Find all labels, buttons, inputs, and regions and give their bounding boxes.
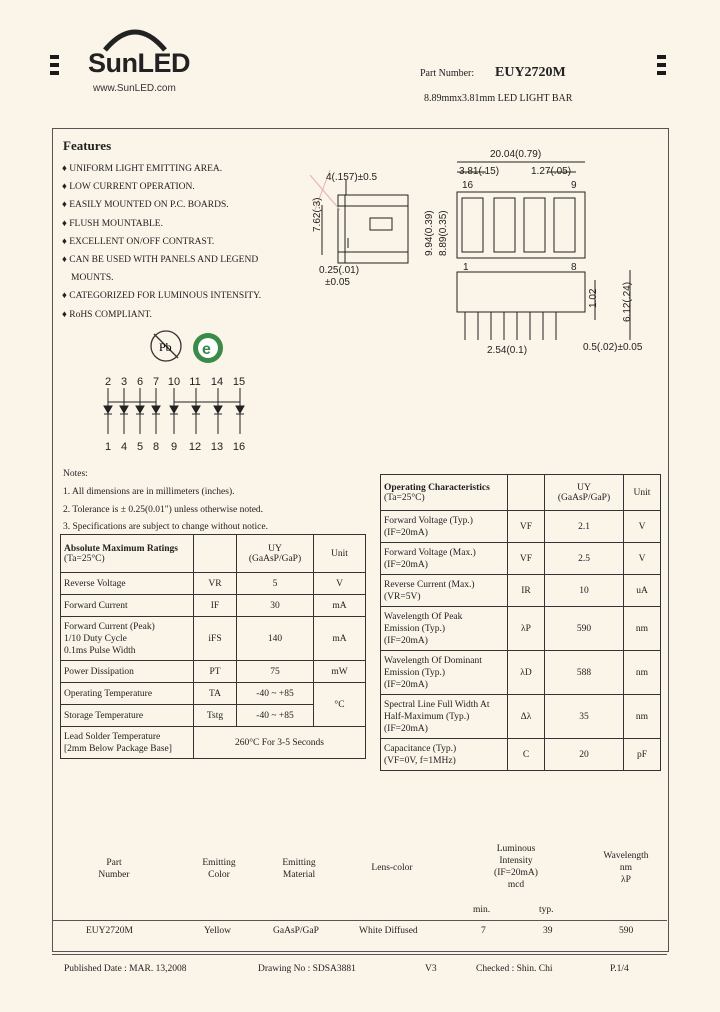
feature-item: ♦ FLUSH MOUNTABLE. (62, 218, 163, 229)
table-cell: nm (624, 607, 661, 651)
dim-side-tol: ±0.05 (325, 277, 350, 288)
table-cell: C (508, 739, 545, 771)
pb-free-icon (148, 328, 184, 364)
table-cell: °C (314, 683, 366, 727)
pb-text: Pb (159, 340, 172, 354)
table-cell: 590 (545, 607, 624, 651)
pin-labels-bottom (100, 437, 250, 455)
pin-label: 12 (188, 441, 202, 453)
rohs-e-icon (190, 330, 226, 366)
corner-marks-left (50, 55, 62, 75)
pin-label: 11 (189, 376, 201, 388)
feature-item: ♦ EASILY MOUNTED ON P.C. BOARDS. (62, 200, 229, 211)
table-cell: 5 (237, 573, 314, 595)
table-cell: mA (314, 617, 366, 661)
sel-cell-part: EUY2720M (86, 926, 133, 936)
table-cell: IR (508, 575, 545, 607)
table-cell: Wavelength Of Dominant Emission (Typ.) (IF=20mA) (381, 651, 508, 695)
abs-max-title-cell: Absolute Maximum Ratings (Ta=25°C) (61, 535, 194, 573)
footer-rule (52, 954, 667, 955)
table-cell: Δλ (508, 695, 545, 739)
brand-url: www.SunLED.com (93, 83, 176, 94)
feature-item: ♦ EXCELLENT ON/OFF CONTRAST. (62, 236, 215, 247)
table-cell: TA (194, 683, 237, 705)
part-number: EUY2720M (495, 65, 566, 80)
note-item: 1. All dimensions are in millimeters (inches). (63, 486, 235, 497)
diode-schematic (100, 386, 260, 436)
table-cell: Wavelength Of Peak Emission (Typ.) (IF=20mA) (381, 607, 508, 651)
feature-item: ♦ UNIFORM LIGHT EMITTING AREA. (62, 164, 223, 174)
sel-cell-typ: 39 (543, 926, 553, 936)
dim-pitch: 2.54(0.1) (487, 345, 528, 356)
footer-published: Published Date : MAR. 13,2008 (64, 964, 187, 974)
sel-head-wavelength: Wavelength nm λP (603, 851, 649, 885)
table-cell: VF (508, 511, 545, 543)
sel-cell-color: Yellow (204, 926, 232, 936)
feature-item: ♦ RoHS COMPLIANT. (62, 309, 152, 320)
sel-cell-wavelength: 590 (619, 926, 634, 936)
pin-label: 2 (104, 376, 112, 388)
sel-sub-min: min. (473, 905, 491, 915)
dim-side-width: 4(.157)±0.5 (326, 172, 378, 183)
table-cell: 2.1 (545, 511, 624, 543)
table-cell: V (624, 511, 661, 543)
dim-top-width: 20.04(0.79) (490, 149, 542, 160)
sel-head-material: Emitting Material (282, 858, 316, 880)
table-cell: pF (624, 739, 661, 771)
label-pin-9: 9 (571, 180, 577, 191)
abs-max-uy-cell: UY (GaAsP/GaP) (237, 535, 314, 573)
abs-max-table (60, 534, 366, 759)
op-char-uy-cell: UY (GaAsP/GaP) (545, 475, 624, 511)
table-cell: 20 (545, 739, 624, 771)
e-text: e (202, 341, 211, 358)
dim-height-a: 9.94(0.39) (424, 210, 435, 256)
dim-lead-length: 6.12(.24) (622, 281, 633, 322)
table-cell: V (624, 543, 661, 575)
table-cell: Storage Temperature (61, 705, 194, 727)
table-cell: Forward Current (61, 595, 194, 617)
table-cell: 30 (237, 595, 314, 617)
pin-label: 9 (170, 441, 178, 453)
table-cell: Forward Voltage (Max.) (IF=20mA) (381, 543, 508, 575)
table-cell: -40 ~ +85 (237, 705, 314, 727)
dim-side-height: 7.62(.3) (312, 197, 323, 232)
selection-divider (52, 920, 667, 921)
feature-item: ♦ CATEGORIZED FOR LUMINOUS INTENSITY. (62, 291, 262, 302)
table-cell: 2.5 (545, 543, 624, 575)
label-pin-16: 16 (462, 180, 474, 191)
pin-label: 16 (232, 441, 246, 453)
table-cell: Operating Temperature (61, 683, 194, 705)
corner-marks-right (657, 55, 669, 75)
feature-item: ♦ LOW CURRENT OPERATION. (62, 182, 195, 193)
sel-sub-typ: typ. (539, 905, 554, 915)
sel-cell-lens: White Diffused (359, 926, 418, 936)
dim-lead-short: 1.02 (588, 288, 599, 308)
table-cell: IF (194, 595, 237, 617)
pin-label: 14 (210, 376, 224, 388)
note-item: 2. Tolerance is ± 0.25(0.01") unless otherwise noted. (63, 504, 264, 515)
footer-version: V3 (425, 964, 437, 974)
pin-label: 15 (232, 376, 246, 388)
sel-head-lens: Lens-color (371, 863, 413, 873)
table-cell: mW (314, 661, 366, 683)
sel-cell-material: GaAsP/GaP (273, 926, 319, 936)
table-cell: 75 (237, 661, 314, 683)
dim-seg-gap: 1.27(.05) (531, 166, 572, 177)
pin-label: 10 (167, 376, 181, 388)
table-cell: 260°C For 3-5 Seconds (194, 727, 366, 759)
table-cell: Capacitance (Typ.) (VF=0V, f=1MHz) (381, 739, 508, 771)
dim-lead-width: 0.5(.02)±0.05 (583, 342, 643, 353)
pin-label: 8 (152, 441, 160, 453)
dim-side-pin: 0.25(.01) (319, 265, 360, 276)
table-cell: uA (624, 575, 661, 607)
footer-page: P.1/4 (610, 964, 629, 974)
table-cell: Tstg (194, 705, 237, 727)
table-cell: VR (194, 573, 237, 595)
table-cell: VF (508, 543, 545, 575)
table-cell: λP (508, 607, 545, 651)
table-cell: Lead Solder Temperature [2mm Below Package Base] (61, 727, 194, 759)
op-char-table (380, 474, 661, 771)
op-char-unit-head: Unit (624, 475, 661, 511)
table-cell: mA (314, 595, 366, 617)
footer-drawing: Drawing No : SDSA3881 (258, 964, 356, 974)
features-list (62, 160, 292, 324)
notes-title: Notes: (63, 469, 88, 479)
table-cell: 35 (545, 695, 624, 739)
notes (63, 466, 268, 537)
table-cell: 140 (237, 617, 314, 661)
selection-headers (0, 845, 720, 895)
sel-head-part: Part Number (98, 858, 130, 880)
table-cell: Power Dissipation (61, 661, 194, 683)
table-cell: Forward Voltage (Typ.) (IF=20mA) (381, 511, 508, 543)
table-cell: 10 (545, 575, 624, 607)
footer-checked: Checked : Shin. Chi (476, 964, 553, 974)
pin-label: 13 (210, 441, 224, 453)
table-cell: Forward Current (Peak) 1/10 Duty Cycle 0.1ms Pulse Width (61, 617, 194, 661)
op-char-title-cell: Operating Characteristics (Ta=25°C) (381, 475, 508, 511)
abs-max-unit-head: Unit (314, 535, 366, 573)
label-pin-1: 1 (463, 262, 469, 273)
sel-cell-min: 7 (481, 926, 486, 936)
dim-seg-width: 3.81(.15) (459, 166, 500, 177)
table-cell: V (314, 573, 366, 595)
table-cell: nm (624, 695, 661, 739)
note-item: 3. Specifications are subject to change without notice. (63, 522, 268, 533)
pin-label: 6 (136, 376, 144, 388)
table-cell: λD (508, 651, 545, 695)
pin-label: 4 (120, 441, 128, 453)
brand-logo: SunLED (88, 48, 190, 78)
pin-label: 1 (104, 441, 112, 453)
features-title: Features (63, 138, 112, 153)
label-pin-8: 8 (571, 262, 577, 273)
sel-head-color: Emitting Color (202, 858, 236, 880)
table-cell: nm (624, 651, 661, 695)
table-cell: Spectral Line Full Width At Half-Maximum (Typ.) (IF=20mA) (381, 695, 508, 739)
pin-label: 3 (120, 376, 128, 388)
table-cell: 588 (545, 651, 624, 695)
subtitle: 8.89mmx3.81mm LED LIGHT BAR (424, 93, 573, 104)
table-cell: Reverse Current (Max.) (VR=5V) (381, 575, 508, 607)
sel-head-intensity: Luminous Intensity (IF=20mA) mcd (494, 844, 538, 890)
table-cell: iFS (194, 617, 237, 661)
pin-label: 7 (152, 376, 160, 388)
feature-item: ♦ CAN BE USED WITH PANELS AND LEGEND MOUNTS. (62, 255, 259, 284)
part-number-label: Part Number: (420, 68, 475, 79)
table-cell: Reverse Voltage (61, 573, 194, 595)
dim-height-b: 8.89(0.35) (438, 210, 449, 256)
table-cell: -40 ~ +85 (237, 683, 314, 705)
table-cell: PT (194, 661, 237, 683)
pin-label: 5 (136, 441, 144, 453)
